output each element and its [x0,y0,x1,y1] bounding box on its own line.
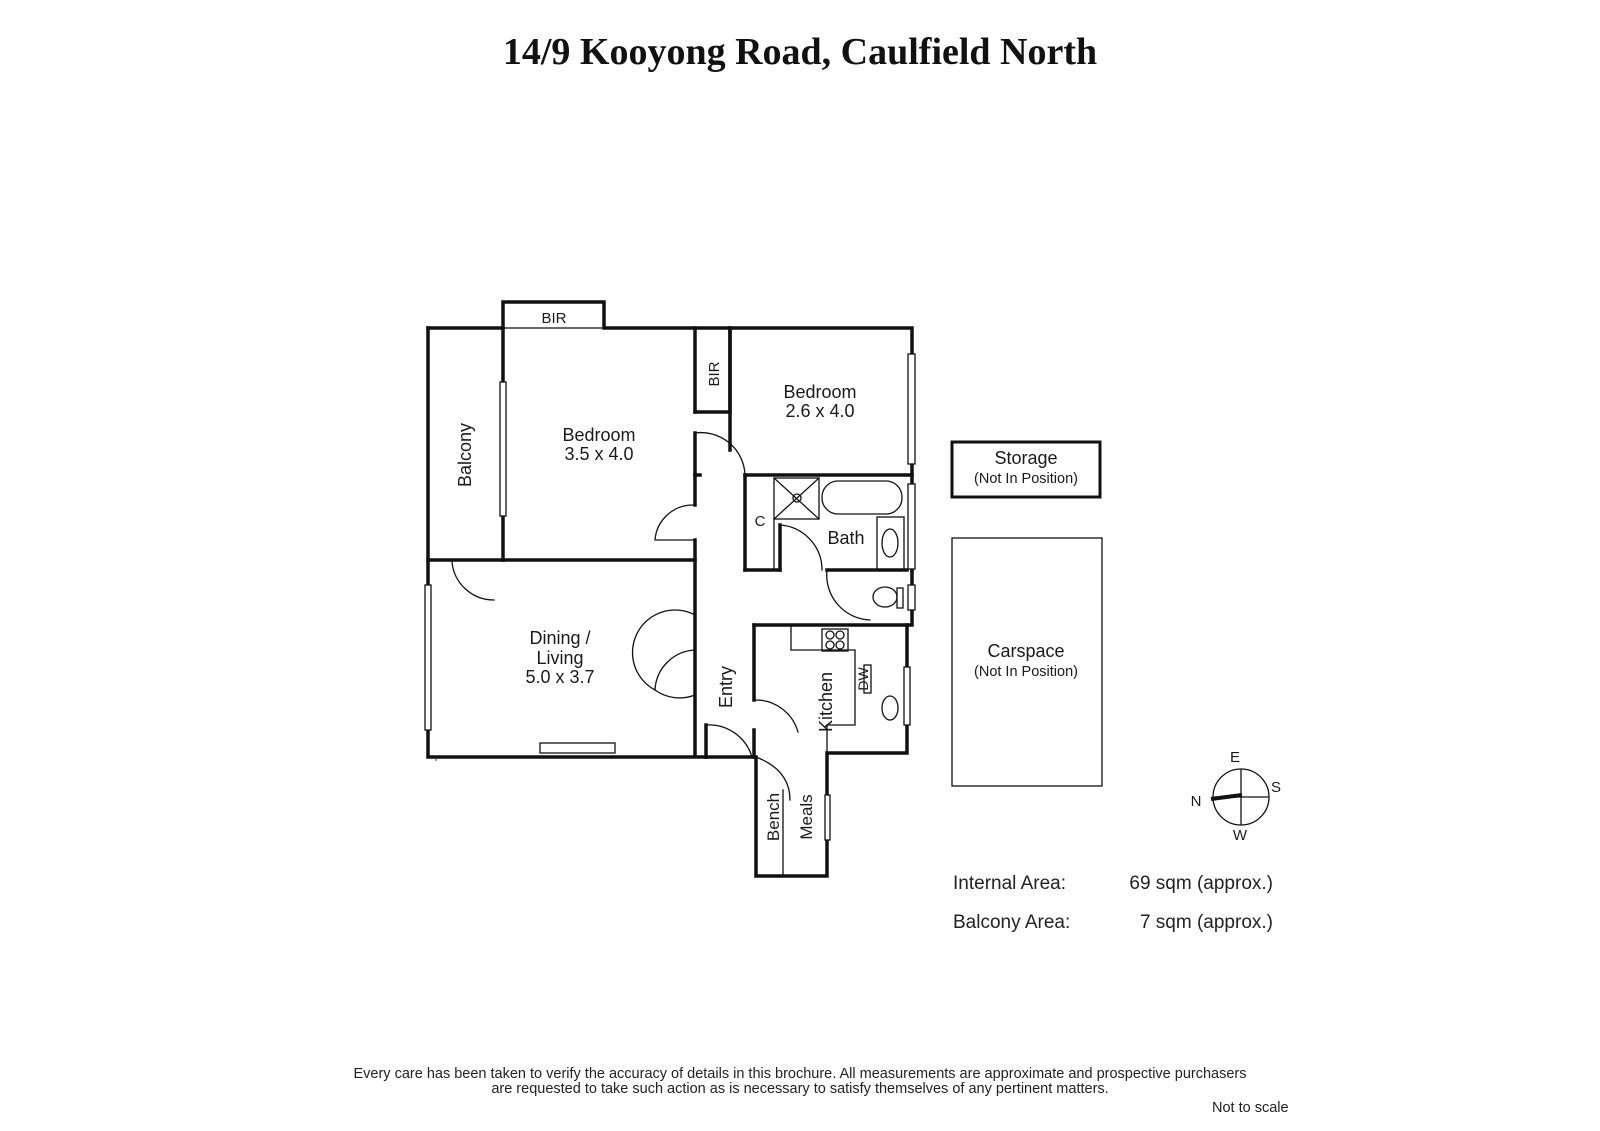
bath-label: Bath [827,528,865,548]
carspace-box [952,538,1102,786]
balcony-label: Balcony [455,422,475,488]
balcony-area-row [953,912,1273,936]
entry-label: Entry [716,665,736,709]
internal-area-row [953,873,1273,897]
bedroom1-name: Bedroom [562,425,636,445]
carspace-note: (Not In Position) [974,664,1078,680]
meals-label: Meals [797,794,816,840]
balcony-area-value: 7 sqm (approx.) [1139,912,1273,933]
compass-icon [1211,769,1269,825]
dining-dims: 5.0 x 3.7 [525,667,595,687]
disclaimer-line-2: are requested to take such action as is necessary to satisfy themselves of any pertinent matters. [491,1081,1109,1097]
compass-north-label: N [1190,793,1202,810]
bir-top-label: BIR [541,310,567,327]
cupboard-label: C [754,513,766,530]
bedroom1-dims: 3.5 x 4.0 [564,444,634,464]
bench-label: Bench [764,792,783,842]
dining-label-line1: Dining / [529,628,591,648]
storage-label: Storage [994,448,1058,468]
disclaimer-line-1: Every care has been taken to verify the accuracy of details in this brochure. All measurements are approximate and prospective purchasers [353,1066,1247,1082]
not-to-scale-note: Not to scale [1212,1100,1289,1116]
balcony-area-label: Balcony Area: [953,912,1071,933]
carspace-label: Carspace [987,641,1065,661]
dishwasher-label: DW [855,667,871,691]
compass-south-label: S [1270,779,1282,796]
kitchen-label: Kitchen [816,671,836,733]
page-title: 14/9 Kooyong Road, Caulfield North [502,31,1098,73]
storage-note: (Not In Position) [974,471,1078,487]
dining-label-line2: Living [536,648,584,668]
disclaimer [220,1067,1380,1097]
compass-east-label: E [1229,749,1241,766]
bir-side-label: BIR [706,361,723,387]
internal-area-label: Internal Area: [953,873,1067,894]
compass-west-label: W [1232,827,1248,844]
bedroom2-dims: 2.6 x 4.0 [785,401,855,421]
internal-area-value: 69 sqm (approx.) [1129,873,1273,894]
bedroom2-name: Bedroom [783,382,857,402]
